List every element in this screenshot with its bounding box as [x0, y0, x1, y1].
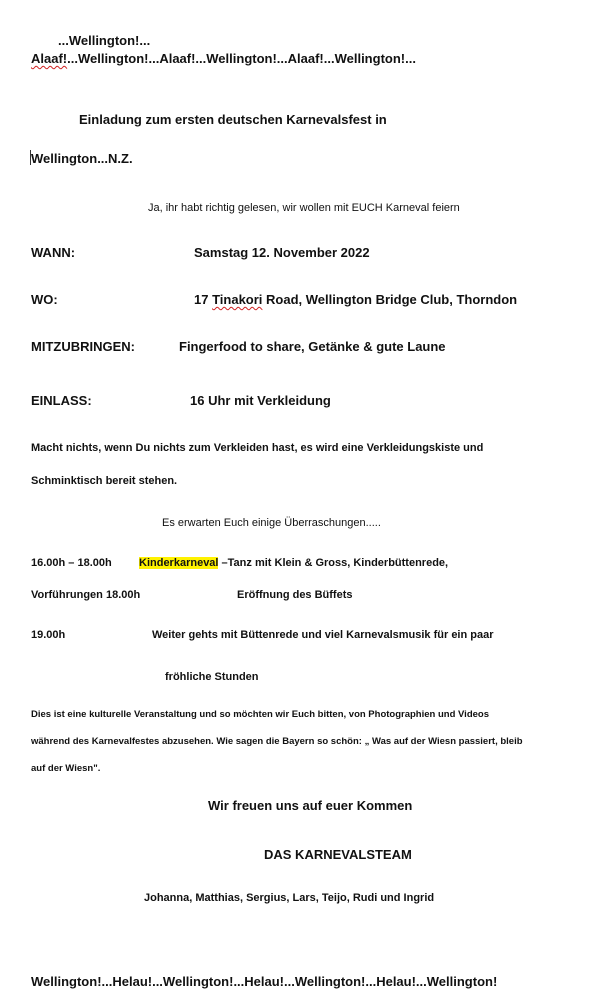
einlass-value: 16 Uhr mit Verkleidung: [190, 393, 331, 408]
wann-label: WANN:: [31, 245, 76, 260]
wo-value: 17 Tinakori Road, Wellington Bridge Club, Thorndon: [194, 292, 518, 307]
wann-value: Samstag 12. November 2022: [194, 245, 370, 260]
surprises-text: Es erwarten Euch einige Überraschungen.....: [162, 517, 381, 529]
wo-label: WO:: [31, 292, 58, 307]
header-line-2: [31, 51, 416, 67]
mitbringen-label: MITZUBRINGEN:: [31, 339, 135, 354]
photo-note-line-3: auf der Wiesn".: [31, 763, 101, 774]
schedule-line-2-right: Eröffnung des Büffets: [237, 589, 353, 601]
invitation-line-1: Einladung zum ersten deutschen Karnevalsfest in: [79, 112, 387, 127]
highlighted-word: Kinderkarneval: [139, 557, 219, 569]
photo-note-line-1: Dies ist eine kulturelle Veranstaltung und so möchten wir Euch bitten, von Photographien und Videos: [31, 709, 489, 720]
schedule-time-2: 19.00h: [31, 629, 66, 641]
photo-note-line-2: während des Karnevalfestes abzusehen. Wie sagen die Bayern so schön: „ Was auf der Wiesn passiert, bleib: [31, 736, 523, 747]
header-line-2-rest: ...Wellington!...Alaaf!...Wellington!...Alaaf!...Wellington!...: [67, 51, 416, 66]
header-line-1: ...Wellington!...: [58, 33, 151, 48]
costume-note-line-1: Macht nichts, wenn Du nichts zum Verkleiden hast, es wird eine Verkleidungskiste und: [31, 442, 484, 454]
closing-names: Johanna, Matthias, Sergius, Lars, Teijo, Rudi und Ingrid: [144, 892, 435, 904]
invitation-line-2: Wellington...N.Z.: [31, 151, 133, 166]
costume-note-line-2: Schminktisch bereit stehen.: [31, 475, 178, 487]
spellcheck-word: Alaaf!: [31, 51, 68, 66]
closing-team: DAS KARNEVALSTEAM: [264, 847, 412, 862]
schedule-line-2-left: Vorführungen 18.00h: [31, 589, 141, 601]
mitbringen-value: Fingerfood to share, Getänke & gute Laune: [179, 339, 446, 354]
schedule-time-1: 16.00h – 18.00h: [31, 557, 112, 569]
footer-line: Wellington!...Helau!...Wellington!...Helau!...Wellington!...Helau!...Wellington!: [31, 974, 498, 989]
schedule-desc-1: Kinderkarneval –Tanz mit Klein & Gross, Kinderbüttenrede,: [139, 557, 449, 569]
schedule-desc-2: Weiter gehts mit Büttenrede und viel Karnevalsmusik für ein paar: [152, 629, 494, 641]
spellcheck-word: Tinakori: [212, 292, 263, 307]
intro-text: Ja, ihr habt richtig gelesen, wir wollen mit EUCH Karneval feiern: [148, 202, 460, 214]
einlass-label: EINLASS:: [31, 393, 92, 408]
closing-welcome: Wir freuen uns auf euer Kommen: [208, 798, 413, 813]
schedule-desc-2-continued: fröhliche Stunden: [165, 671, 259, 683]
